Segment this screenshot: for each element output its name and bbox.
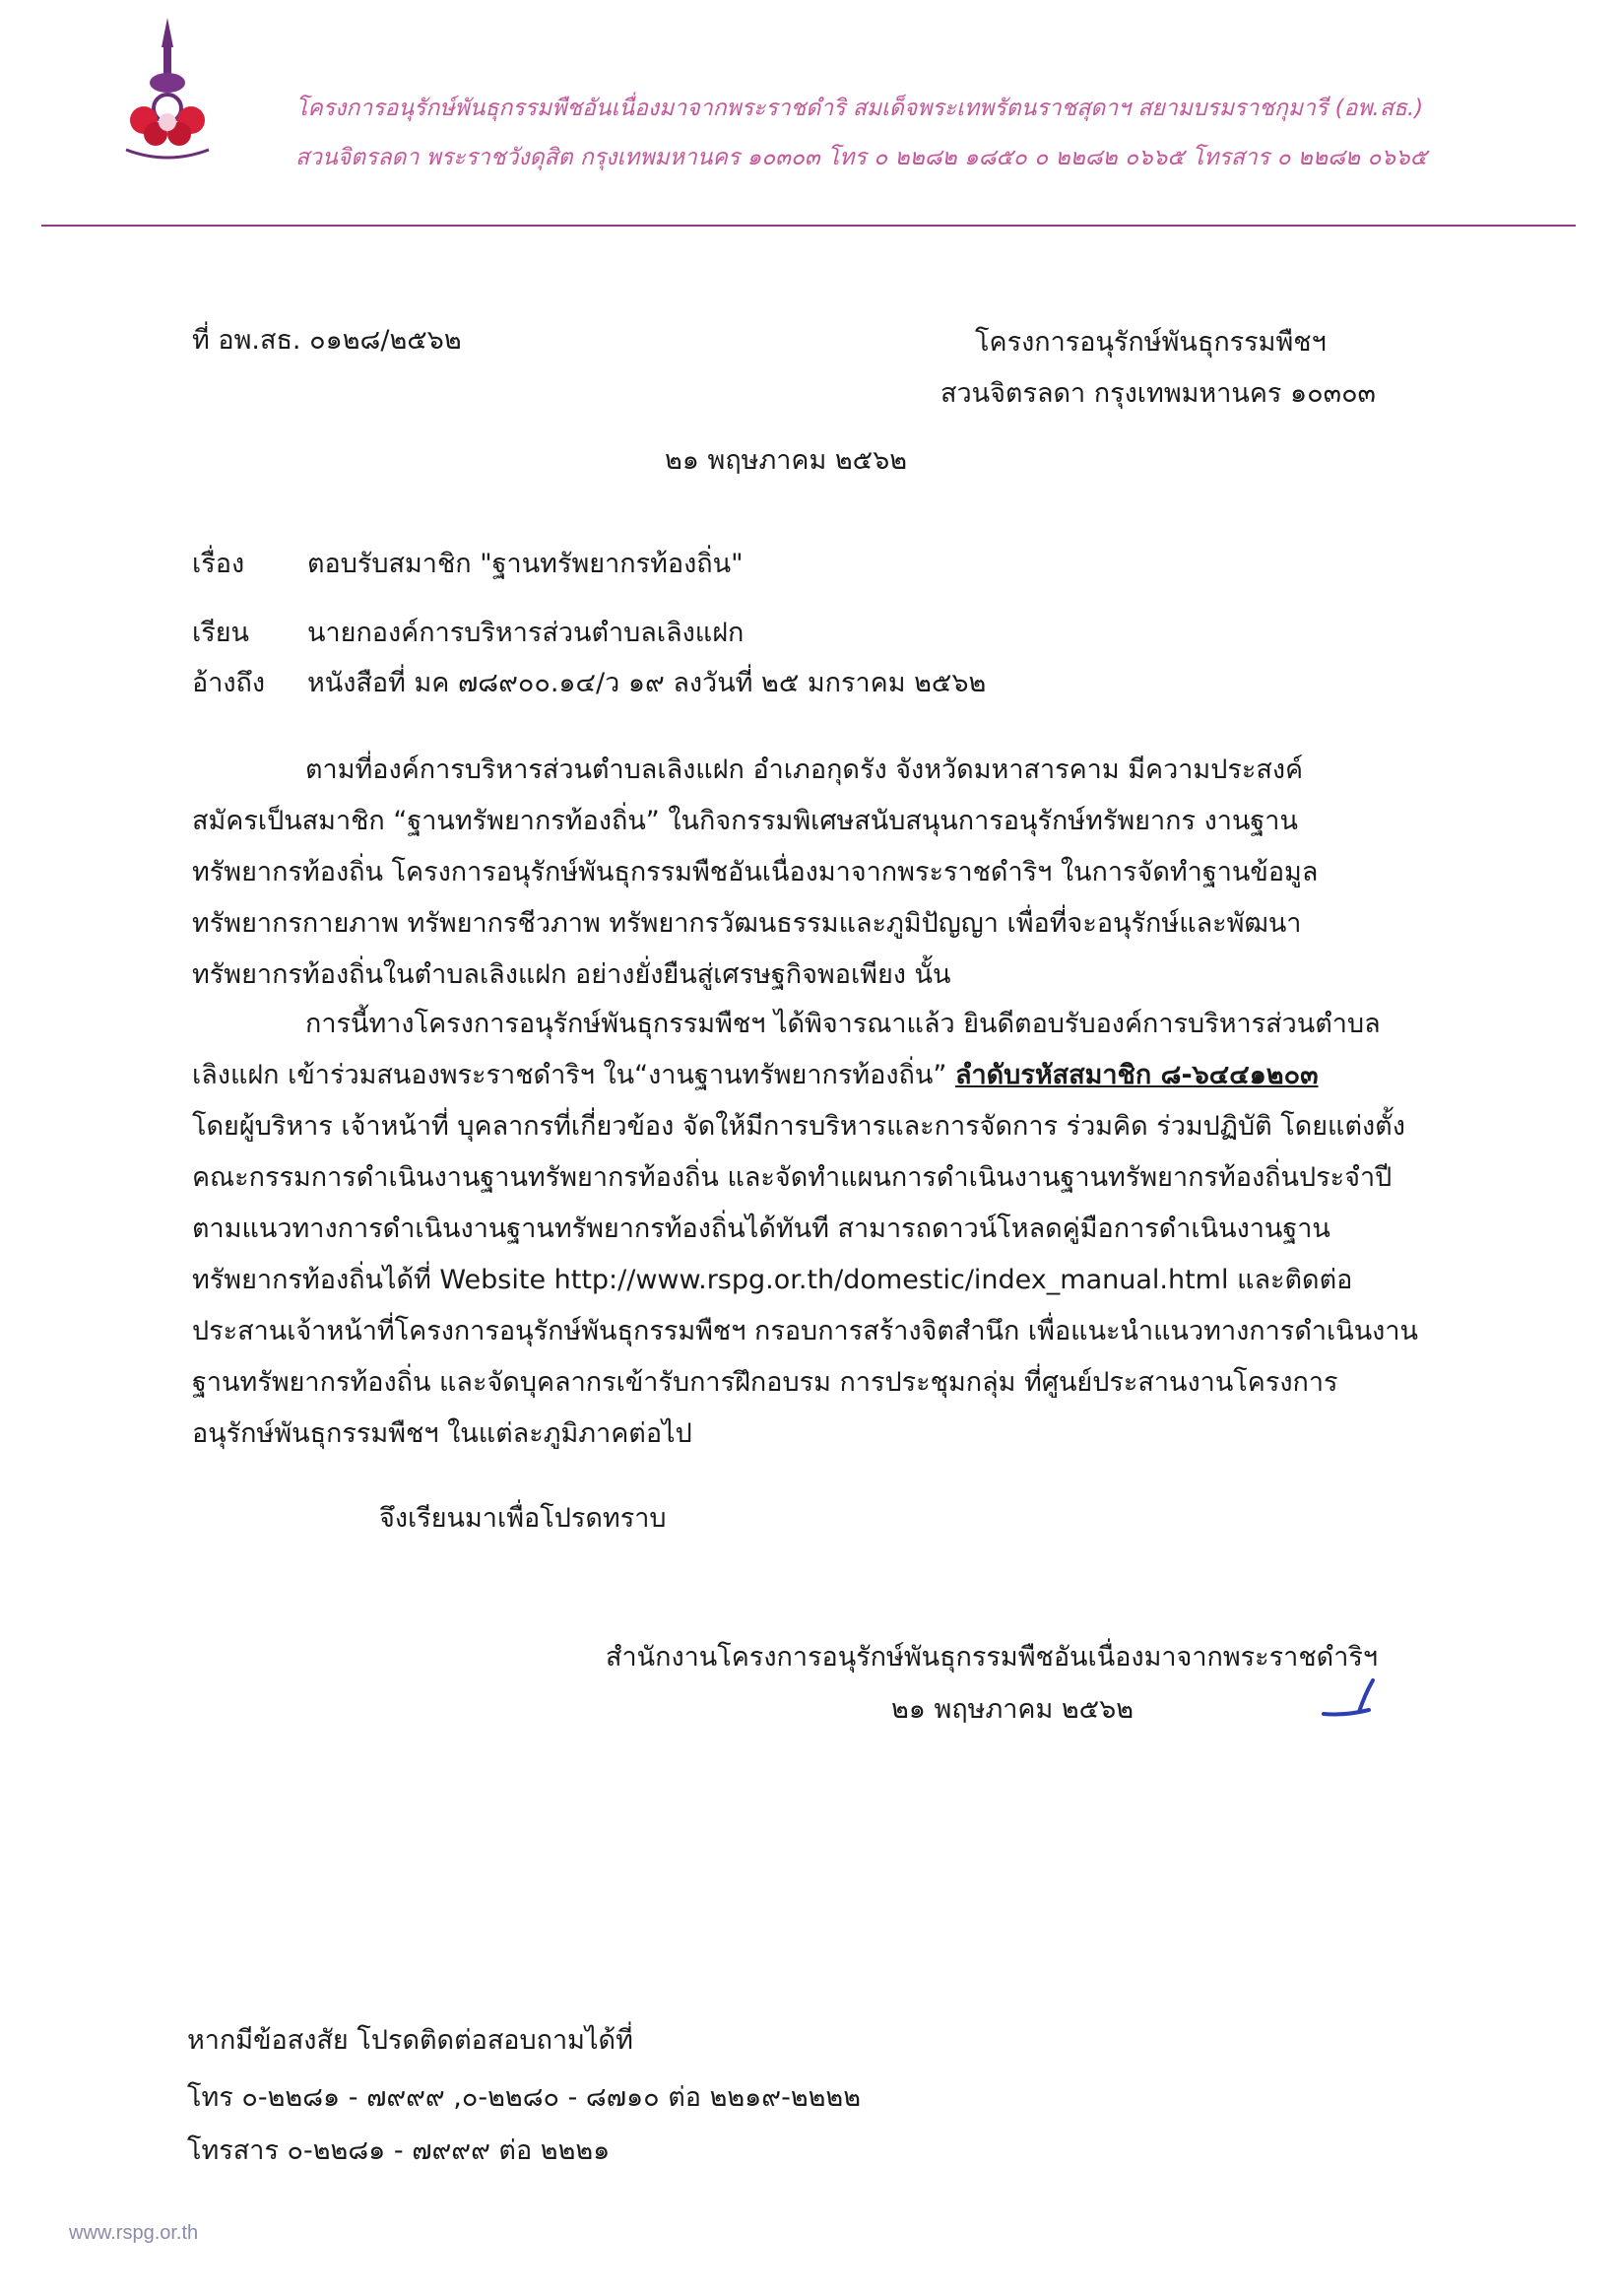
para2-line: ฐานทรัพยากรท้องถิ่น และจัดบุคลากรเข้ารับการฝึกอบรม การประชุมกลุ่ม ที่ศูนย์ประสานงานโครงการ xyxy=(192,1367,1338,1398)
letterhead-rule xyxy=(41,225,1576,227)
para1-line: ทรัพยากรกายภาพ ทรัพยากรชีวภาพ ทรัพยากรวัฒนธรรมและภูมิปัญญา เพื่อที่จะอนุรักษ์และพัฒนา xyxy=(192,908,1302,939)
para1-line: สมัครเป็นสมาชิก “ฐานทรัพยากรท้องถิ่น” ในกิจกรรมพิเศษสนับสนุนการอนุรักษ์ทรัพยากร งานฐาน xyxy=(192,806,1298,836)
recipient-label: เรียน xyxy=(192,618,250,648)
letter-date: ๒๑ พฤษภาคม ๒๕๖๒ xyxy=(665,445,908,476)
subject-label: เรื่อง xyxy=(192,549,245,579)
contact-heading: หากมีข้อสงสัย โปรดติดต่อสอบถามได้ที่ xyxy=(187,2025,633,2056)
reference-label: อ้างถึง xyxy=(192,668,266,698)
para2-line: ประสานเจ้าหน้าที่โครงการอนุรักษ์พันธุกรรมพืชฯ กรอบการสร้างจิตสำนึก เพื่อแนะนำแนวทางการดำเนินงาน xyxy=(192,1316,1418,1346)
para2-line: การนี้ทางโครงการอนุรักษ์พันธุกรรมพืชฯ ได้พิจารณาแล้ว ยินดีตอบรับองค์การบริหารส่วนตำบล xyxy=(305,1009,1381,1039)
para2-line: โดยผู้บริหาร เจ้าหน้าที่ บุคลากรที่เกี่ยวข้อง จัดให้มีการบริหารและการจัดการ ร่วมคิด ร่วมปฏิบัติ โดยแต่งตั้ง xyxy=(192,1111,1405,1142)
para2-line xyxy=(192,1058,1319,1093)
sender-line-1: โครงการอนุรักษ์พันธุกรรมพืชฯ xyxy=(975,327,1327,358)
contact-phone: โทร ๐-๒๒๘๑ - ๗๙๙๙ ,๐-๒๒๘๐ - ๘๗๑๐ ต่อ ๒๒๑๙-๒๒๒๒ xyxy=(187,2082,862,2113)
para2-line: คณะกรรมการดำเนินงานฐานทรัพยากรท้องถิ่น และจัดทำแผนการดำเนินงานฐานทรัพยากรท้องถิ่นประจำปี xyxy=(192,1162,1393,1193)
handwritten-signature xyxy=(1320,1673,1379,1722)
para2-line: ตามแนวทางการดำเนินงานฐานทรัพยากรท้องถิ่นได้ทันที สามารถดาวน์โหลดคู่มือการดำเนินงานฐาน xyxy=(192,1214,1330,1244)
reference-text: หนังสือที่ มค ๗๘๙๐๐.๑๔/ว ๑๙ ลงวันที่ ๒๕ มกราคม ๒๕๖๒ xyxy=(307,668,987,698)
signature-date: ๒๑ พฤษภาคม ๒๕๖๒ xyxy=(891,1694,1135,1725)
signature-office: สำนักงานโครงการอนุรักษ์พันธุกรรมพืชอันเนื่องมาจากพระราชดำริฯ xyxy=(606,1642,1379,1673)
para1-line: ทรัพยากรท้องถิ่น โครงการอนุรักษ์พันธุกรรมพืชอันเนื่องมาจากพระราชดำริฯ ในการจัดทำฐานข้อมูล xyxy=(192,857,1319,887)
sender-line-2: สวนจิตรลดา กรุงเทพมหานคร ๑๐๓๐๓ xyxy=(940,378,1377,409)
para1-line: ตามที่องค์การบริหารส่วนตำบลเลิงแฝก อำเภอกุดรัง จังหวัดมหาสารคาม มีความประสงค์ xyxy=(305,754,1304,785)
recipient-text: นายกองค์การบริหารส่วนตำบลเลิงแฝก xyxy=(307,618,745,648)
letterhead-line-2: สวนจิตรลดา พระราชวังดุสิต กรุงเทพมหานคร ๑๐๓๐๓ โทร ๐ ๒๒๘๒ ๑๘๕๐ ๐ ๒๒๘๒ ๐๖๖๕ โทรสาร ๐ ๒๒๘๒ ๐๖๖๕ xyxy=(295,145,1427,170)
para2-line: อนุรักษ์พันธุกรรมพืชฯ ในแต่ละภูมิภาคต่อไป xyxy=(192,1418,692,1449)
closing-phrase: จึงเรียนมาเพื่อโปรดทราบ xyxy=(379,1503,667,1534)
contact-fax: โทรสาร ๐-๒๒๘๑ - ๗๙๙๙ ต่อ ๒๒๒๑ xyxy=(187,2135,611,2166)
reference-number: ที่ อพ.สธ. ๐๑๒๘/๒๕๖๒ xyxy=(192,325,462,356)
subject-text: ตอบรับสมาชิก "ฐานทรัพยากรท้องถิ่น" xyxy=(307,549,744,579)
para1-line: ทรัพยากรท้องถิ่นในตำบลเลิงแฝก อย่างยั่งยืนสู่เศรษฐกิจพอเพียง นั้น xyxy=(192,959,951,990)
rspg-logo-emblem xyxy=(118,18,217,165)
footer-website: www.rspg.or.th xyxy=(69,2222,199,2244)
member-code: ลำดับรหัสสมาชิก ๘-๖๔๔๑๒๐๓ xyxy=(954,1060,1319,1090)
para2-line2-text: เลิงแฝก เข้าร่วมสนองพระราชดำริฯ ใน“งานฐานทรัพยากรท้องถิ่น” xyxy=(192,1060,955,1090)
letterhead-line-1: โครงการอนุรักษ์พันธุกรรมพืชอันเนื่องมาจากพระราชดำริ สมเด็จพระเทพรัตนราชสุดาฯ สยามบรมราชกุมารี (อพ.สธ.) xyxy=(295,96,1424,121)
para2-line: ทรัพยากรท้องถิ่นได้ที่ Website http://www.rspg.or.th/domestic/index_manual.html และติดต่อ xyxy=(192,1265,1353,1295)
